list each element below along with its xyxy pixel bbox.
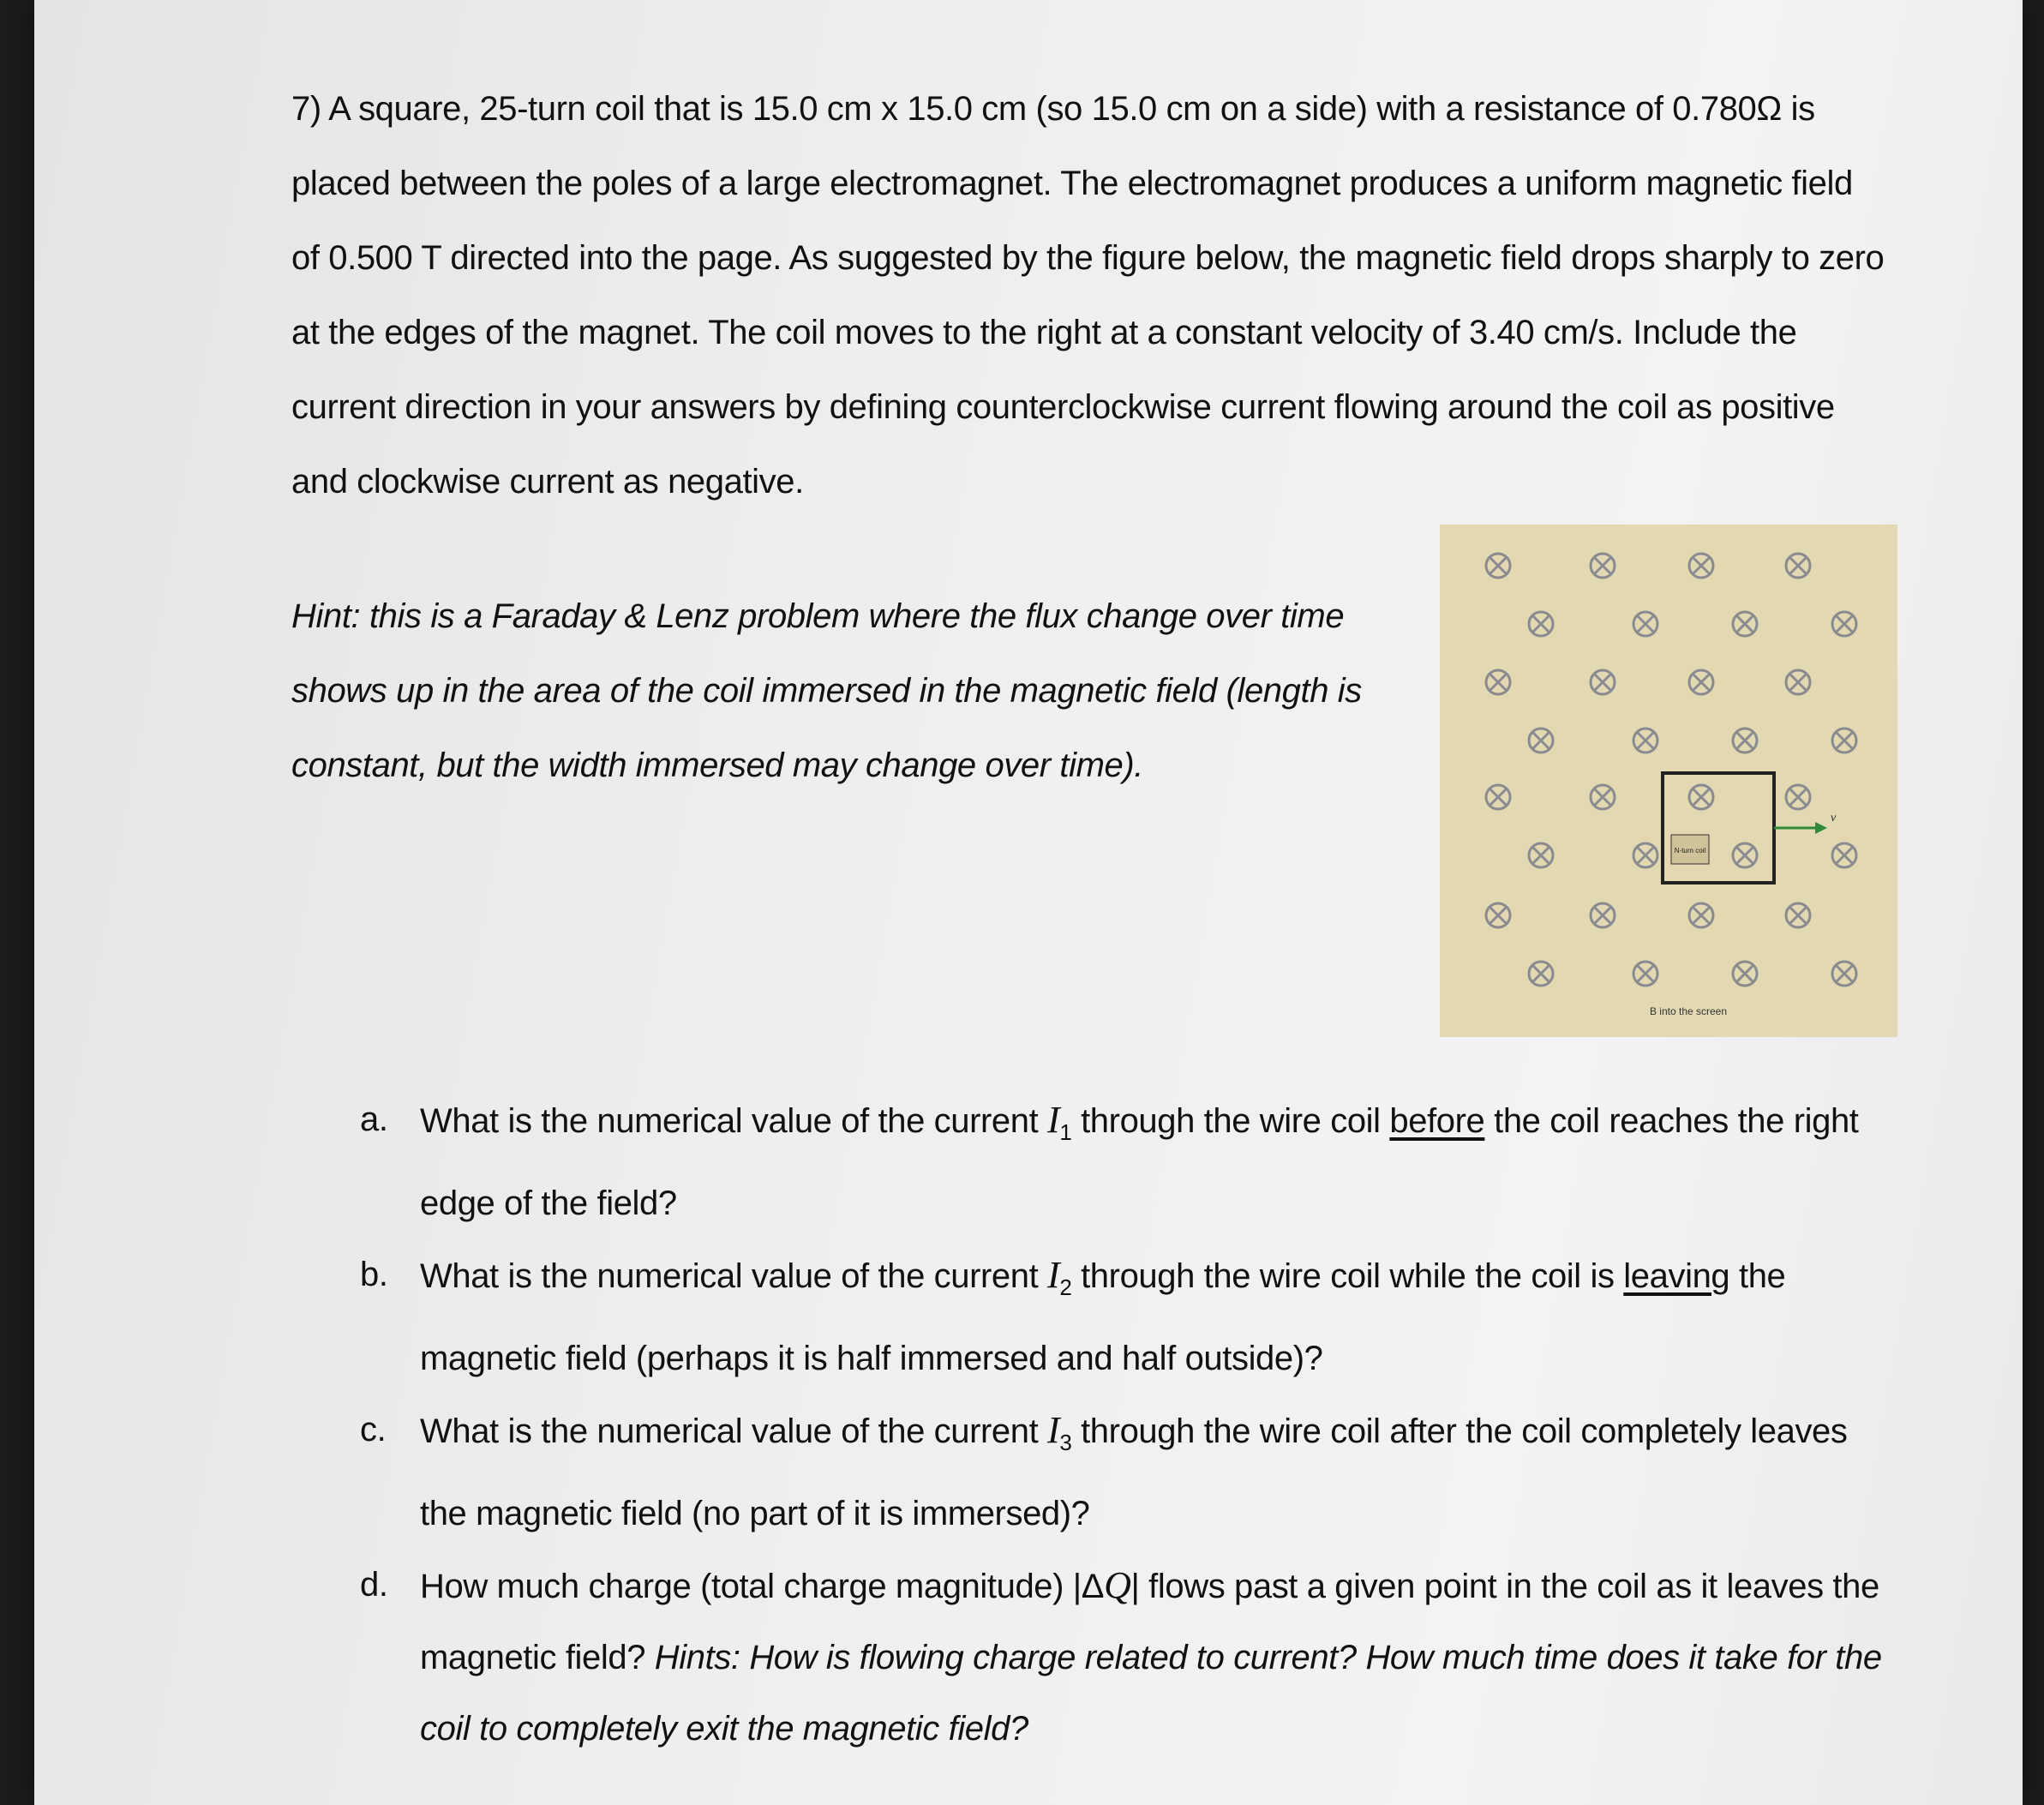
figure-caption: B into the screen (1649, 1005, 1728, 1017)
question-b (360, 1239, 1885, 1394)
question-letter: b. (360, 1256, 388, 1293)
question-text: How much charge (total charge magnitude) |Δ (420, 1568, 1105, 1605)
magnetic-field-figure (1440, 525, 1897, 1037)
field-into-page-symbol (1529, 962, 1553, 986)
field-symbols (1486, 554, 1856, 986)
field-into-page-symbol (1689, 554, 1713, 578)
field-into-page-symbol (1529, 612, 1553, 636)
field-into-page-symbol (1786, 670, 1810, 694)
problem-number: 7) (291, 90, 321, 128)
question-list (360, 1084, 1885, 1765)
field-into-page-symbol (1786, 785, 1810, 809)
field-into-page-symbol (1486, 785, 1510, 809)
field-into-page-symbol (1529, 843, 1553, 867)
current-subscript: 3 (1059, 1430, 1072, 1455)
current-subscript: 2 (1059, 1274, 1072, 1300)
field-into-page-symbol (1633, 612, 1657, 636)
field-into-page-symbol (1591, 670, 1615, 694)
question-text: What is the numerical value of the current (420, 1102, 1048, 1140)
field-into-page-symbol (1832, 729, 1856, 753)
field-into-page-symbol (1786, 903, 1810, 927)
field-into-page-symbol (1486, 670, 1510, 694)
coil-label: N-turn coil (1674, 847, 1706, 855)
field-into-page-symbol (1832, 962, 1856, 986)
field-into-page-symbol (1633, 962, 1657, 986)
field-diagram (1440, 525, 1897, 1037)
question-text: through the wire coil while the coil is (1071, 1257, 1624, 1295)
field-into-page-symbol (1689, 785, 1713, 809)
field-into-page-symbol (1591, 785, 1615, 809)
question-text: What is the numerical value of the current (420, 1412, 1048, 1450)
problem-statement (291, 72, 1885, 519)
question-letter: a. (360, 1100, 388, 1138)
question-text: through the wire coil (1071, 1102, 1390, 1140)
field-into-page-symbol (1486, 903, 1510, 927)
charge-variable: Q (1104, 1564, 1131, 1606)
field-into-page-symbol (1529, 729, 1553, 753)
emphasis-word: before (1389, 1102, 1485, 1140)
field-into-page-symbol (1486, 554, 1510, 578)
document-page (34, 0, 2023, 1805)
field-into-page-symbol (1733, 962, 1757, 986)
question-letter: c. (360, 1411, 387, 1448)
current-variable: I (1047, 1409, 1060, 1451)
question-text: | flows past a given point in the coil as it leaves the magnetic field? (420, 1568, 1879, 1676)
field-into-page-symbol (1733, 729, 1757, 753)
hint-text: Hint: this is a Faraday & Lenz problem where the flux change over time shows up in the area of the coil immersed in the magnetic field (length is constant, but the width immersed may change over time). (291, 597, 1362, 784)
field-into-page-symbol (1591, 903, 1615, 927)
current-variable: I (1047, 1254, 1060, 1296)
velocity-arrowhead (1815, 822, 1827, 834)
question-hint: Hints: How is flowing charge related to current? How much time does it take for the coil to completely exit the magnetic field? (420, 1639, 1882, 1748)
field-into-page-symbol (1633, 843, 1657, 867)
field-into-page-symbol (1832, 843, 1856, 867)
velocity-label: v (1831, 812, 1837, 825)
problem-text: A square, 25-turn coil that is 15.0 cm x 15.0 cm (so 15.0 cm on a side) with a resistance of 0.780Ω is placed between the poles of a large electromagnet. The electromagnet produces a uniform magnetic field of 0.500 T directed into the page. As suggested by the figure below, the magnetic field drops sharply to zero at the edges of the magnet. The coil moves to the right at a constant velocity of 3.40 cm/s. Include the current direction in your answers by defining counterclockwise current flowing around the coil as positive and clockwise current as negative. (291, 90, 1885, 501)
current-variable: I (1047, 1099, 1060, 1141)
field-into-page-symbol (1633, 729, 1657, 753)
field-into-page-symbol (1786, 554, 1810, 578)
field-into-page-symbol (1733, 612, 1757, 636)
field-into-page-symbol (1733, 843, 1757, 867)
question-a (360, 1084, 1885, 1239)
question-c (360, 1394, 1885, 1550)
current-subscript: 1 (1059, 1119, 1072, 1145)
field-into-page-symbol (1591, 554, 1615, 578)
field-into-page-symbol (1689, 670, 1713, 694)
field-into-page-symbol (1689, 903, 1713, 927)
question-text: the coil reaches the right edge of the field? (420, 1102, 1859, 1222)
question-text: through the wire coil after the coil completely leaves the magnetic field (no part of it is immersed)? (420, 1412, 1848, 1532)
question-text: the magnetic field (perhaps it is half immersed and half outside)? (420, 1257, 1786, 1377)
question-text: What is the numerical value of the current (420, 1257, 1048, 1295)
field-into-page-symbol (1832, 612, 1856, 636)
coil-rectangle (1663, 773, 1774, 883)
question-d (360, 1550, 1885, 1765)
emphasis-word: leaving (1623, 1257, 1730, 1295)
question-letter: d. (360, 1566, 388, 1604)
